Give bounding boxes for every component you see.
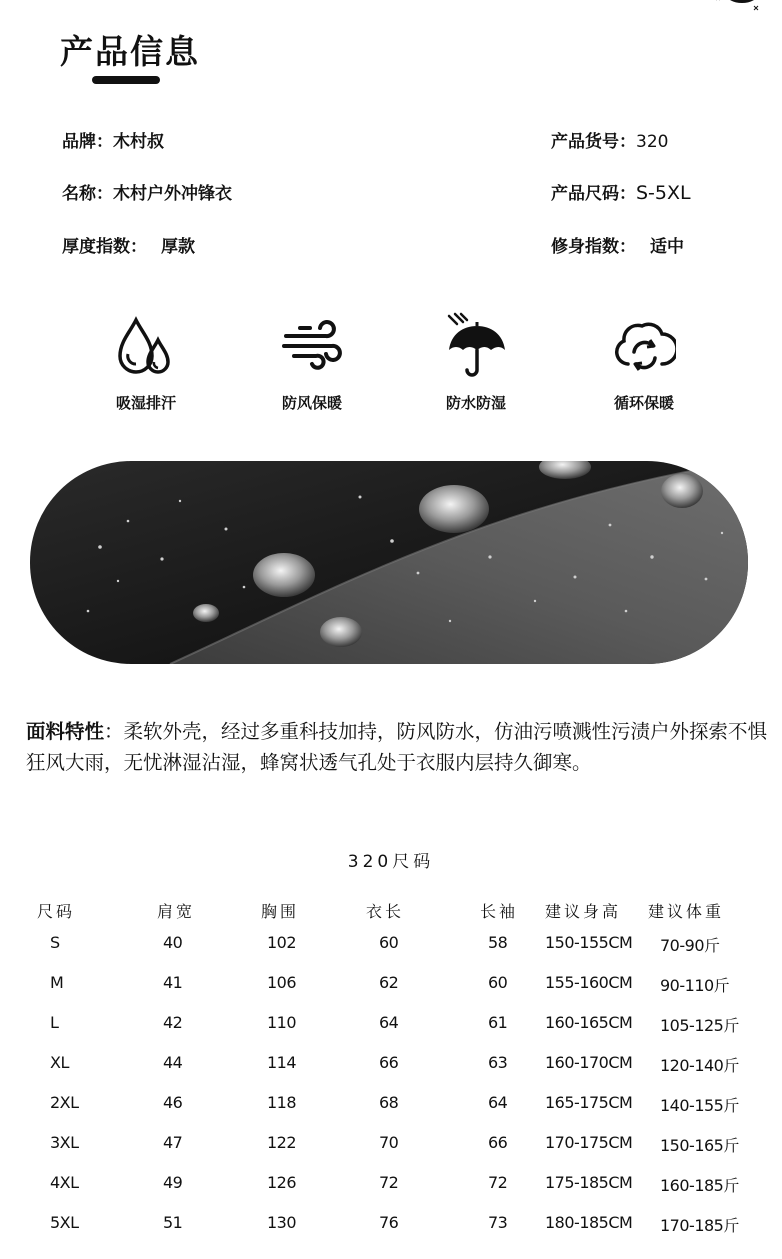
size-cell-chest: 114 xyxy=(267,1053,297,1072)
feature-label: 循环保暖 xyxy=(613,394,674,412)
size-cell-shoulder: 42 xyxy=(163,1013,183,1032)
size-cell-weight: 90-110斤 xyxy=(660,976,730,995)
feature-waterproof xyxy=(416,312,536,413)
name-row xyxy=(62,179,232,204)
size-table-title: 320尺码 xyxy=(347,852,435,872)
size-cell-weight: 170-185斤 xyxy=(660,1216,739,1235)
size-cell-shoulder: 47 xyxy=(163,1133,183,1152)
size-cell-height: 150-155CM xyxy=(545,933,633,952)
size-cell-weight: 140-155斤 xyxy=(660,1096,739,1115)
size-range-label: 产品尺码： xyxy=(551,184,636,204)
size-table-header: 建议体重 xyxy=(648,902,725,921)
size-cell-weight: 150-165斤 xyxy=(660,1136,739,1155)
name-label: 名称： xyxy=(62,184,113,204)
size-cell-chest: 110 xyxy=(267,1013,297,1032)
size-cell-size: S xyxy=(50,933,60,952)
umbrella-icon xyxy=(443,312,509,378)
fit-label: 修身指数： xyxy=(551,237,636,257)
size-cell-length: 64 xyxy=(379,1013,399,1032)
fabric-description xyxy=(26,716,776,778)
wind-icon xyxy=(280,314,344,378)
size-table-header: 建议身高 xyxy=(545,902,622,921)
size-cell-chest: 130 xyxy=(267,1213,297,1232)
size-table-header: 衣长 xyxy=(366,902,405,921)
thickness-value: 厚款 xyxy=(161,237,195,257)
size-cell-height: 180-185CM xyxy=(545,1213,633,1232)
fabric-water-beads-photo xyxy=(30,461,748,664)
size-cell-height: 175-185CM xyxy=(545,1173,633,1192)
item-no-label: 产品货号： xyxy=(551,132,636,152)
size-range-value: S-5XL xyxy=(636,182,691,204)
size-cell-sleeve: 72 xyxy=(488,1173,508,1192)
brand-row xyxy=(62,127,164,152)
size-cell-shoulder: 46 xyxy=(163,1093,183,1112)
feature-label: 防水防湿 xyxy=(445,394,506,412)
feature-moisture-wicking xyxy=(86,314,206,413)
size-range-row xyxy=(551,179,691,204)
size-cell-size: 5XL xyxy=(50,1213,79,1232)
size-cell-sleeve: 60 xyxy=(488,973,508,992)
size-cell-height: 160-165CM xyxy=(545,1013,633,1032)
feature-windproof xyxy=(252,314,372,413)
item-no-row xyxy=(551,127,668,152)
size-cell-sleeve: 58 xyxy=(488,933,508,952)
size-cell-chest: 118 xyxy=(267,1093,297,1112)
size-table-header: 尺码 xyxy=(37,902,76,921)
thickness-label: 厚度指数： xyxy=(62,237,147,257)
size-cell-height: 170-175CM xyxy=(545,1133,633,1152)
size-cell-weight: 120-140斤 xyxy=(660,1056,739,1075)
size-cell-sleeve: 66 xyxy=(488,1133,508,1152)
size-cell-size: 2XL xyxy=(50,1093,79,1112)
size-cell-height: 165-175CM xyxy=(545,1093,633,1112)
size-cell-weight: 70-90斤 xyxy=(660,936,720,955)
size-cell-sleeve: 61 xyxy=(488,1013,508,1032)
size-cell-size: M xyxy=(50,973,64,992)
size-cell-weight: 160-185斤 xyxy=(660,1176,739,1195)
size-cell-length: 68 xyxy=(379,1093,399,1112)
size-cell-sleeve: 64 xyxy=(488,1093,508,1112)
size-cell-shoulder: 40 xyxy=(163,933,183,952)
size-table-header: 胸围 xyxy=(261,902,300,921)
fit-value: 适中 xyxy=(650,237,684,257)
size-cell-weight: 105-125斤 xyxy=(660,1016,739,1035)
size-cell-height: 155-160CM xyxy=(545,973,633,992)
size-cell-height: 160-170CM xyxy=(545,1053,633,1072)
size-cell-shoulder: 49 xyxy=(163,1173,183,1192)
feature-label: 防风保暖 xyxy=(281,394,342,412)
fit-row xyxy=(551,232,684,257)
corner-decoration xyxy=(712,0,764,14)
size-cell-size: 3XL xyxy=(50,1133,79,1152)
size-cell-size: L xyxy=(50,1013,59,1032)
size-cell-length: 72 xyxy=(379,1173,399,1192)
size-cell-size: XL xyxy=(50,1053,69,1072)
description-label: 面料特性 xyxy=(26,720,105,743)
size-cell-shoulder: 51 xyxy=(163,1213,183,1232)
item-no-value: 320 xyxy=(636,132,669,152)
size-cell-shoulder: 41 xyxy=(163,973,183,992)
size-cell-length: 76 xyxy=(379,1213,399,1232)
size-cell-length: 60 xyxy=(379,933,399,952)
feature-cycling-warmth xyxy=(584,314,704,413)
brand-label: 品牌： xyxy=(62,132,113,152)
size-cell-size: 4XL xyxy=(50,1173,79,1192)
size-cell-length: 62 xyxy=(379,973,399,992)
feature-label: 吸湿排汗 xyxy=(115,394,176,412)
page-title: 产品信息 xyxy=(60,32,200,71)
size-cell-shoulder: 44 xyxy=(163,1053,183,1072)
size-cell-sleeve: 73 xyxy=(488,1213,508,1232)
size-cell-chest: 102 xyxy=(267,933,297,952)
size-cell-length: 66 xyxy=(379,1053,399,1072)
description-text: ：柔软外壳，经过多重科技加持，防风防水，仿油污喷溅性污渍户外探索不惧狂风大雨，无忧淋湿沾湿，蜂窝状透气孔处于衣服内层持久御寒。 xyxy=(26,720,768,774)
brand-value: 木村叔 xyxy=(113,132,164,152)
size-cell-length: 70 xyxy=(379,1133,399,1152)
thickness-row xyxy=(62,232,195,257)
size-cell-chest: 106 xyxy=(267,973,297,992)
water-drops-icon xyxy=(114,314,178,378)
size-table-header: 肩宽 xyxy=(157,902,196,921)
name-value: 木村户外冲锋衣 xyxy=(113,184,232,204)
cloud-cycle-icon xyxy=(612,314,676,378)
size-cell-chest: 126 xyxy=(267,1173,297,1192)
size-cell-sleeve: 63 xyxy=(488,1053,508,1072)
size-cell-chest: 122 xyxy=(267,1133,297,1152)
size-table-header: 长袖 xyxy=(480,902,519,921)
title-underline xyxy=(92,76,160,84)
